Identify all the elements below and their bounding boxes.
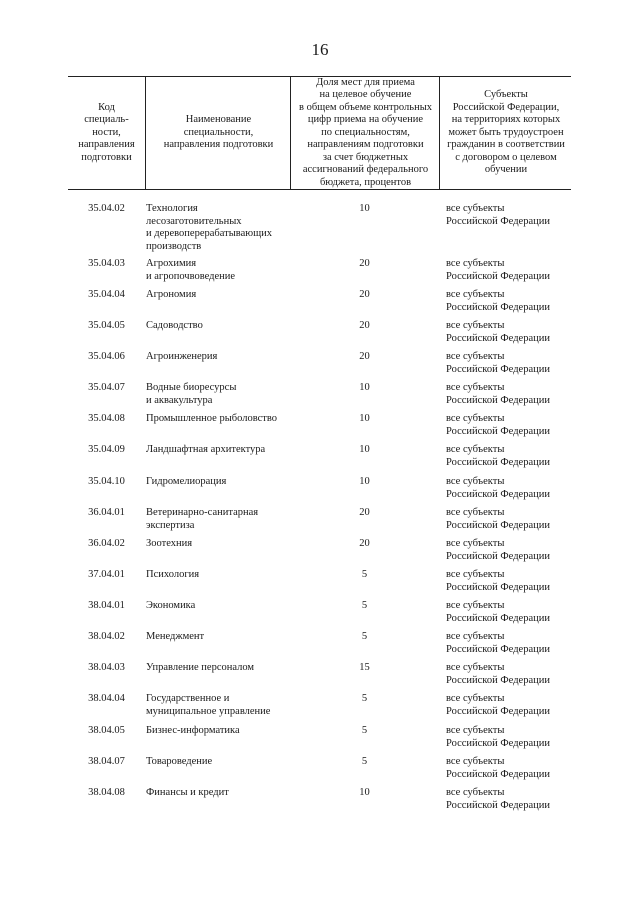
row-share: 20: [359, 320, 370, 331]
header-line: специаль-: [84, 114, 129, 126]
row-subjects-line: все субъекты: [446, 382, 505, 393]
header-line: направления подготовки: [163, 139, 274, 151]
row-share: 10: [359, 444, 370, 455]
row-name-line: и деревоперерабатывающих: [146, 228, 273, 239]
row-share: 20: [359, 289, 370, 300]
row-subjects-line: Российской Федерации: [446, 215, 550, 227]
header-subjects-text: [441, 89, 571, 177]
row-name: [146, 444, 291, 457]
row-subjects: [446, 203, 571, 228]
row-name-line: муниципальное управление: [146, 705, 271, 717]
row-subjects-line: Российской Федерации: [446, 674, 550, 686]
row-subjects-line: Российской Федерации: [446, 519, 550, 531]
row-subjects: [446, 600, 571, 625]
row-subjects-line: Российской Федерации: [446, 799, 550, 811]
row-code: 35.04.05: [88, 320, 125, 331]
row-subjects-line: все субъекты: [446, 289, 505, 300]
row-name-line: Экономика: [146, 600, 196, 611]
row-subjects-line: все субъекты: [446, 725, 505, 736]
header-line: с договором о целевом: [455, 151, 557, 163]
row-subjects: [446, 631, 571, 656]
row-name-line: производств: [146, 240, 202, 252]
row-code: 35.04.03: [88, 258, 125, 269]
row-name: [146, 507, 291, 532]
header-line: гражданин в соответствии: [447, 139, 565, 151]
row-name: [146, 631, 291, 644]
row-subjects-line: Российской Федерации: [446, 270, 550, 282]
row-code: 35.04.08: [88, 413, 125, 424]
row-share: 20: [359, 507, 370, 518]
row-subjects: [446, 382, 571, 407]
row-code: 38.04.02: [88, 631, 125, 642]
row-code: 36.04.01: [88, 507, 125, 518]
row-subjects-line: Российской Федерации: [446, 768, 550, 780]
header-line: в общем объеме контрольных: [298, 101, 432, 113]
header-line: подготовки: [81, 151, 132, 163]
table-header: [68, 76, 571, 190]
header-share-text: [293, 77, 438, 190]
header-line: ности,: [92, 126, 121, 138]
row-name-line: Гидромелиорация: [146, 476, 227, 487]
header-share: [290, 77, 440, 189]
header-line: на территориях которых: [451, 114, 561, 126]
row-name: [146, 787, 291, 800]
row-subjects: [446, 507, 571, 532]
row-subjects-line: Российской Федерации: [446, 301, 550, 313]
row-code: 38.04.07: [88, 756, 125, 767]
row-subjects: [446, 320, 571, 345]
header-line: направлениям подготовки: [307, 139, 424, 151]
row-share: 20: [359, 258, 370, 269]
row-name-line: экспертиза: [146, 519, 195, 531]
row-subjects-line: все субъекты: [446, 693, 505, 704]
row-name: [146, 662, 291, 675]
row-subjects: [446, 569, 571, 594]
header-line: направления: [78, 139, 135, 151]
row-name-line: Промышленное рыболовство: [146, 413, 277, 424]
header-subjects: [439, 77, 572, 189]
header-code: [68, 77, 145, 189]
row-subjects-line: Российской Федерации: [446, 550, 550, 562]
row-name-line: и аквакультура: [146, 394, 213, 406]
row-subjects-line: Российской Федерации: [446, 737, 550, 749]
row-subjects-line: Российской Федерации: [446, 705, 550, 717]
row-name: [146, 600, 291, 613]
row-subjects-line: все субъекты: [446, 569, 505, 580]
row-code: 38.04.03: [88, 662, 125, 673]
row-name-line: и агропочвоведение: [146, 270, 236, 282]
row-subjects-line: Российской Федерации: [446, 332, 550, 344]
row-code: 35.04.02: [88, 203, 125, 214]
row-subjects-line: все субъекты: [446, 507, 505, 518]
row-subjects-line: Российской Федерации: [446, 425, 550, 437]
row-name-line: Государственное и: [146, 693, 230, 704]
row-code: 35.04.07: [88, 382, 125, 393]
row-share: 5: [361, 725, 368, 736]
row-name-line: Ландшафтная архитектура: [146, 444, 266, 455]
row-subjects-line: все субъекты: [446, 203, 505, 214]
row-subjects-line: Российской Федерации: [446, 643, 550, 655]
row-name-line: Агрохимия: [146, 258, 197, 269]
row-name-line: Бизнес-информатика: [146, 725, 240, 736]
row-subjects: [446, 662, 571, 687]
row-share: 20: [359, 351, 370, 362]
row-name: [146, 351, 291, 364]
header-line: по специальностям,: [321, 126, 410, 138]
row-share: 10: [359, 203, 370, 214]
row-name: [146, 476, 291, 489]
row-name: [146, 693, 291, 718]
row-name-line: Товароведение: [146, 756, 213, 767]
row-share: 10: [359, 413, 370, 424]
row-name: [146, 569, 291, 582]
row-share: 10: [359, 787, 370, 798]
row-name: [146, 725, 291, 738]
row-name-line: Водные биоресурсы: [146, 382, 237, 393]
row-subjects-line: все субъекты: [446, 320, 505, 331]
row-share: 5: [361, 600, 368, 611]
row-code: 35.04.10: [88, 476, 125, 487]
row-subjects-line: все субъекты: [446, 662, 505, 673]
row-name-line: Управление персоналом: [146, 662, 255, 673]
row-code: 38.04.04: [88, 693, 125, 704]
row-subjects: [446, 725, 571, 750]
row-subjects-line: все субъекты: [446, 476, 505, 487]
header-line: Наименование специальности,: [183, 114, 254, 138]
row-subjects-line: все субъекты: [446, 631, 505, 642]
header-line: на целевое обучение: [319, 89, 412, 101]
header-line: Субъекты: [484, 89, 528, 101]
row-code: 38.04.05: [88, 725, 125, 736]
row-name-line: Ветеринарно-санитарная: [146, 507, 259, 518]
row-code: 35.04.09: [88, 444, 125, 455]
row-name: [146, 203, 291, 253]
row-name-line: Зоотехния: [146, 538, 193, 549]
row-name-line: Технология: [146, 203, 198, 214]
row-subjects: [446, 538, 571, 563]
row-subjects-line: все субъекты: [446, 538, 505, 549]
row-share: 10: [359, 476, 370, 487]
row-subjects-line: Российской Федерации: [446, 363, 550, 375]
row-name: [146, 289, 291, 302]
header-line: Доля мест для приема: [316, 76, 415, 88]
row-code: 38.04.08: [88, 787, 125, 798]
row-name-line: Агроинженерия: [146, 351, 218, 362]
row-subjects-line: все субъекты: [446, 600, 505, 611]
row-subjects-line: Российской Федерации: [446, 488, 550, 500]
row-name-line: Садоводство: [146, 320, 203, 331]
row-subjects: [446, 258, 571, 283]
row-share: 10: [359, 382, 370, 393]
row-subjects: [446, 444, 571, 469]
row-name: [146, 413, 291, 426]
page-number: 16: [311, 40, 329, 59]
row-name: [146, 320, 291, 333]
row-subjects: [446, 351, 571, 376]
row-code: 38.04.01: [88, 600, 125, 611]
row-code: 35.04.06: [88, 351, 125, 362]
row-subjects: [446, 289, 571, 314]
row-subjects-line: все субъекты: [446, 351, 505, 362]
header-name: [145, 77, 291, 189]
row-subjects-line: Российской Федерации: [446, 394, 550, 406]
row-subjects-line: все субъекты: [446, 756, 505, 767]
row-name: [146, 258, 291, 283]
row-share: 5: [361, 569, 368, 580]
row-name: [146, 382, 291, 407]
header-code-text: [72, 102, 140, 165]
row-subjects-line: Российской Федерации: [446, 581, 550, 593]
header-name-text: [146, 114, 291, 152]
row-name-line: Менеджмент: [146, 631, 205, 642]
row-code: 37.04.01: [88, 569, 125, 580]
row-subjects-line: все субъекты: [446, 787, 505, 798]
row-subjects-line: все субъекты: [446, 444, 505, 455]
row-subjects-line: Российской Федерации: [446, 456, 550, 468]
header-line: ассигнований федерального: [302, 164, 429, 176]
row-share: 15: [359, 662, 370, 673]
row-code: 35.04.04: [88, 289, 125, 300]
header-line: за счет бюджетных: [322, 151, 409, 163]
header-line: обучении: [484, 164, 528, 176]
row-name-line: лесозаготовительных: [146, 215, 242, 227]
row-subjects: [446, 476, 571, 501]
header-line: может быть трудоустроен: [448, 126, 564, 138]
row-subjects: [446, 756, 571, 781]
row-subjects: [446, 787, 571, 812]
row-subjects-line: все субъекты: [446, 413, 505, 424]
row-subjects: [446, 693, 571, 718]
header-line: цифр приема на обучение: [307, 114, 424, 126]
header-line: бюджета, процентов: [319, 176, 412, 188]
row-name-line: Финансы и кредит: [146, 787, 229, 798]
row-share: 5: [361, 631, 368, 642]
header-line: Российской Федерации,: [452, 101, 560, 113]
row-name-line: Психология: [146, 569, 200, 580]
header-line: Код: [98, 101, 115, 113]
row-share: 5: [361, 756, 368, 767]
row-subjects-line: все субъекты: [446, 258, 505, 269]
row-name-line: Агрономия: [146, 289, 197, 300]
row-share: 20: [359, 538, 370, 549]
row-code: 36.04.02: [88, 538, 125, 549]
row-share: 5: [361, 693, 368, 704]
row-subjects-line: Российской Федерации: [446, 612, 550, 624]
row-subjects: [446, 413, 571, 438]
row-name: [146, 538, 291, 551]
row-name: [146, 756, 291, 769]
